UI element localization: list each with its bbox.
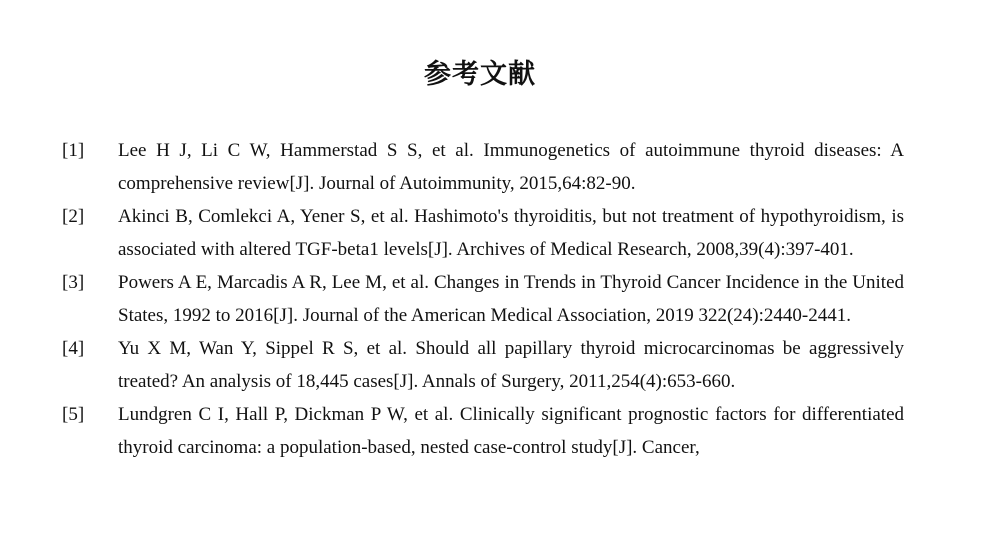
reference-item (62, 134, 904, 200)
reference-number: [1] (62, 140, 85, 161)
reference-text: Akinci B, Comlekci A, Yener S, et al. Hashimoto's thyroiditis, but not treatment of hypothyroidism, is associated with altered TGF-beta1 levels[J]. Archives of Medical Research, 2008,39(4):397-401. (118, 206, 904, 260)
reference-item (62, 200, 904, 266)
reference-list (62, 134, 904, 464)
page-title: 参考文献 (424, 59, 536, 90)
reference-text: Powers A E, Marcadis A R, Lee M, et al. Changes in Trends in Thyroid Cancer Incidence in the United States, 1992 to 2016[J]. Journal of the American Medical Association, 2019 322(24):2440-2441. (118, 272, 904, 326)
reference-item (62, 398, 904, 464)
reference-text: Yu X M, Wan Y, Sippel R S, et al. Should all papillary thyroid microcarcinomas be aggressively treated? An analysis of 18,445 cases[J]. Annals of Surgery, 2011,254(4):653-660. (118, 338, 904, 392)
reference-item (62, 332, 904, 398)
reference-text: Lundgren C I, Hall P, Dickman P W, et al. Clinically significant prognostic factors for differentiated thyroid carcinoma: a population-based, nested case-control study[J]. Cancer, (118, 404, 904, 458)
reference-number: [3] (62, 272, 85, 293)
reference-text: Lee H J, Li C W, Hammerstad S S, et al. Immunogenetics of autoimmune thyroid diseases: A comprehensive review[J]. Journal of Autoimmunity, 2015,64:82-90. (118, 140, 904, 194)
reference-number: [2] (62, 206, 85, 227)
reference-item (62, 266, 904, 332)
reference-number: [5] (62, 404, 85, 425)
reference-number: [4] (62, 338, 85, 359)
